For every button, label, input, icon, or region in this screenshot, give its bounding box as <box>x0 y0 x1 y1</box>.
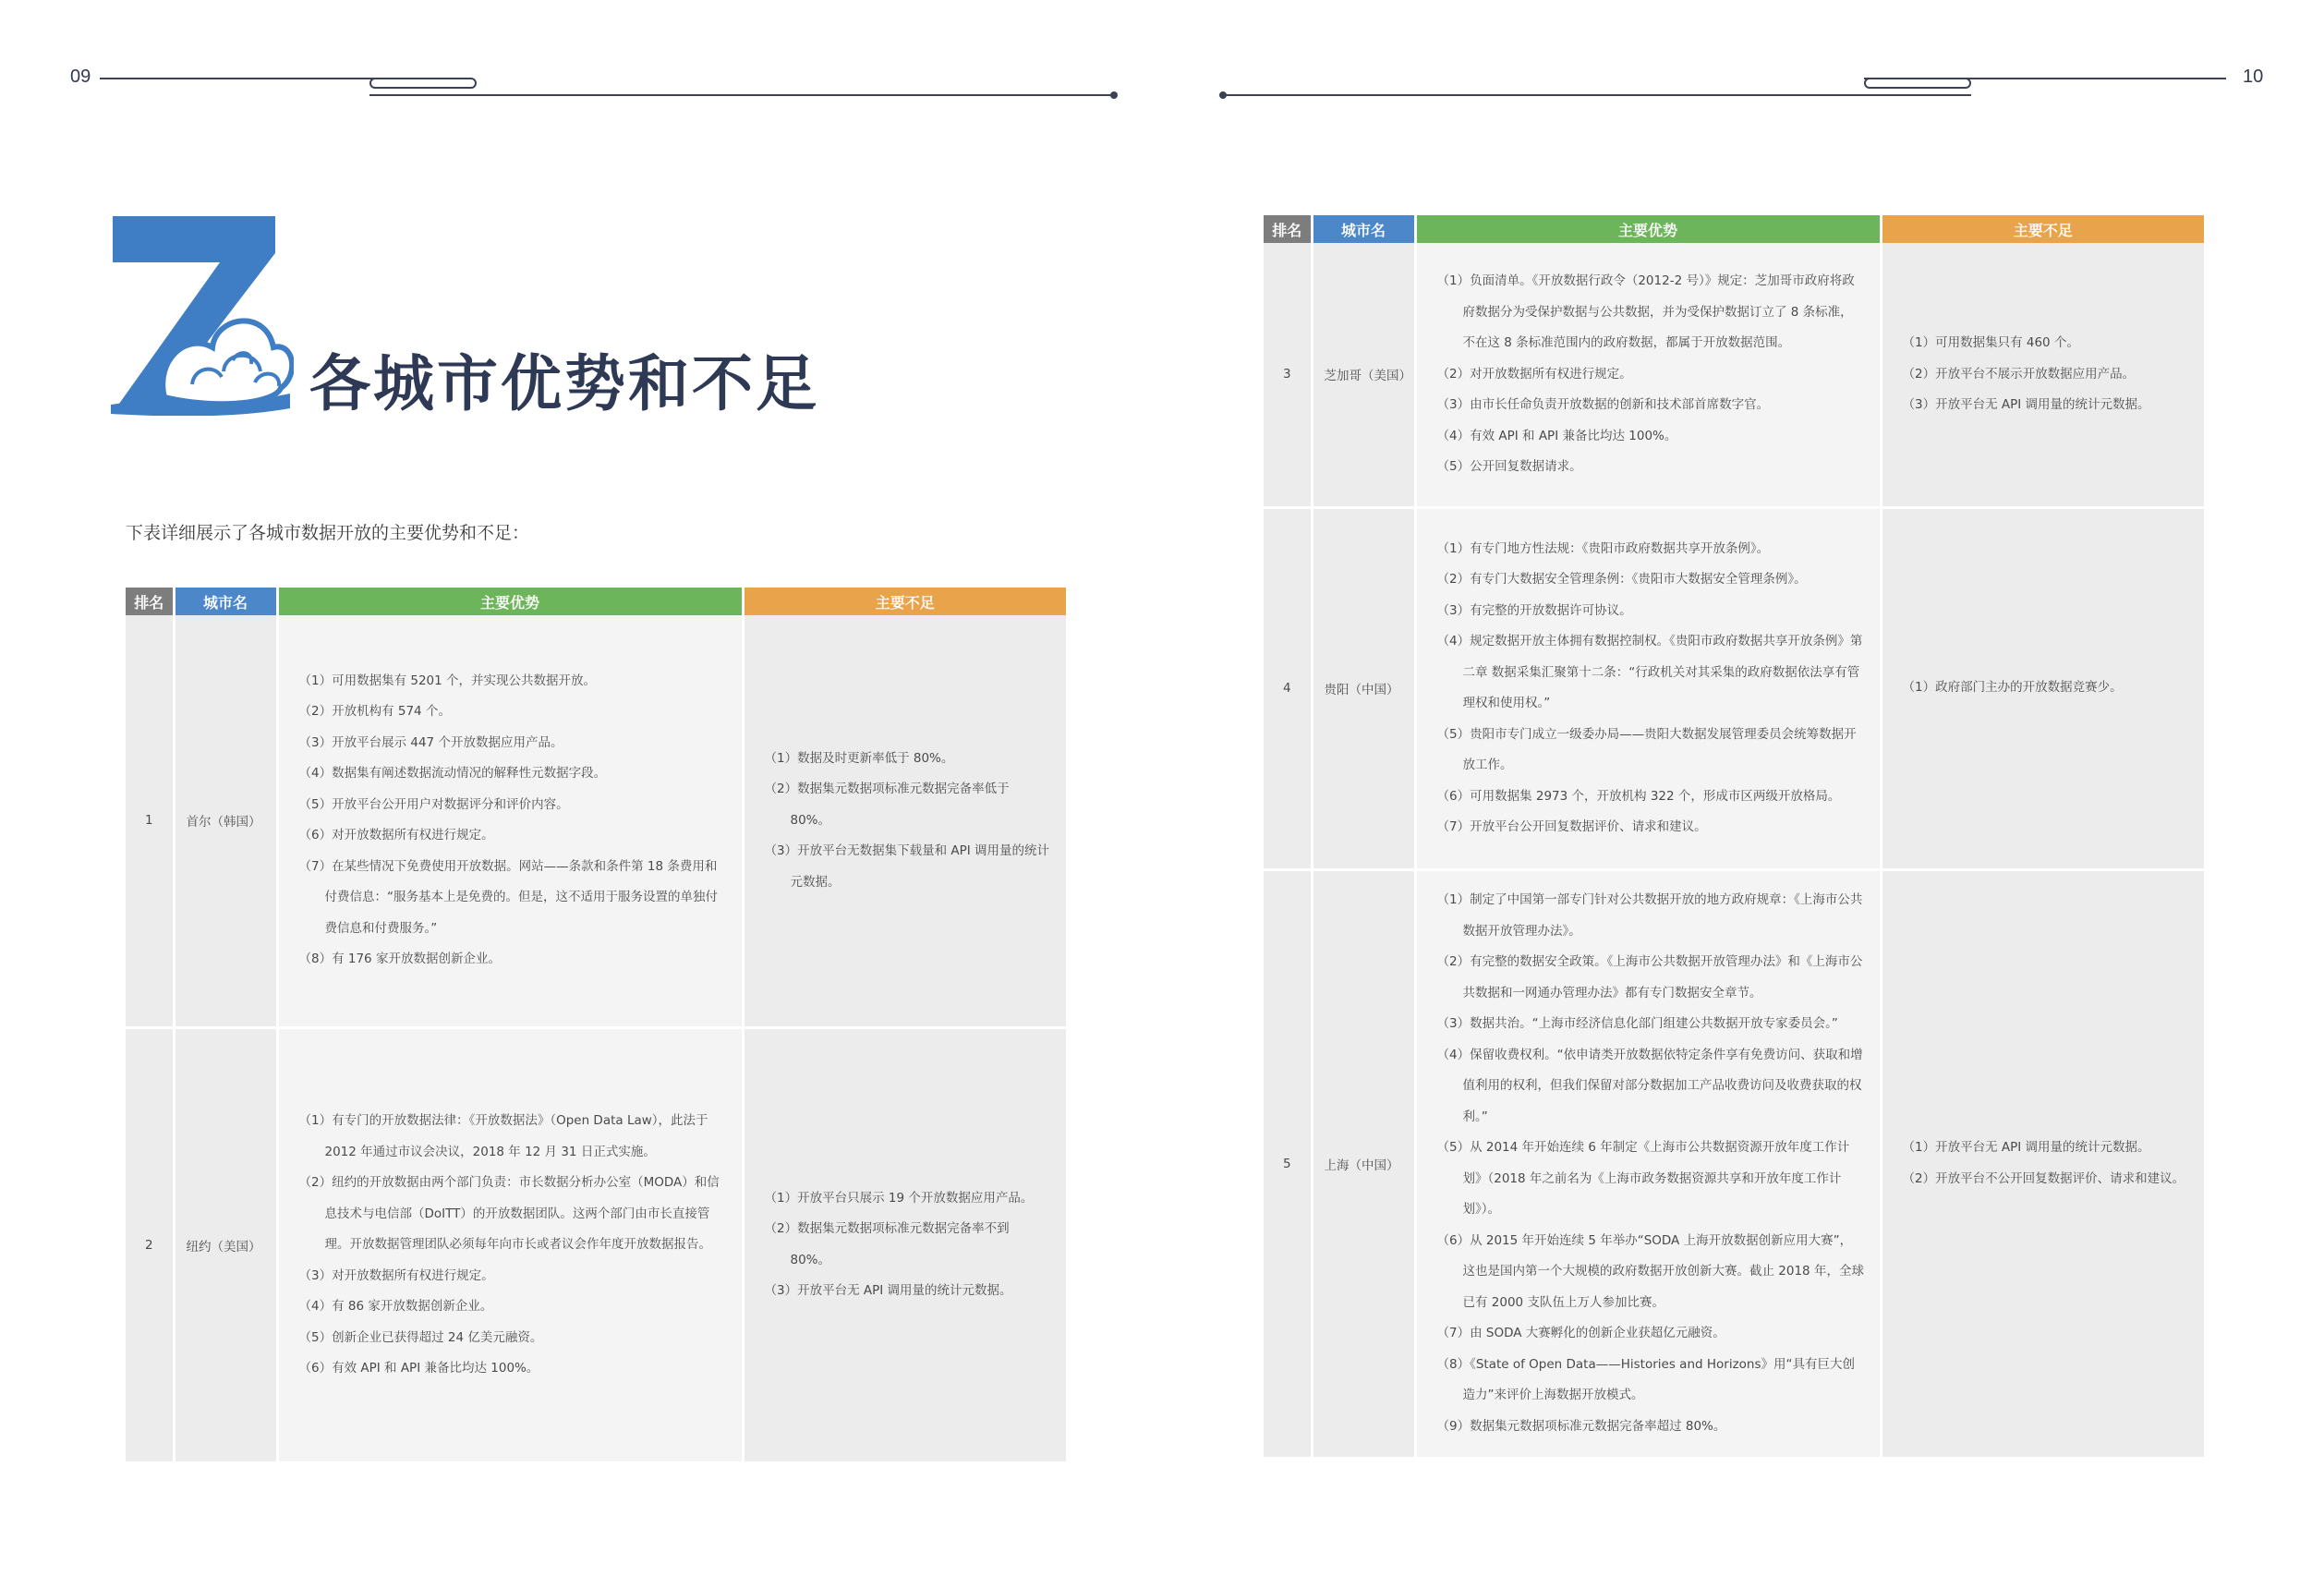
advantages-list <box>1417 534 1880 843</box>
header-dot-left <box>1110 91 1118 99</box>
disadvantages-cell <box>1881 507 2204 869</box>
disadvantages-list <box>1882 673 2205 704</box>
advantages-cell <box>277 615 743 1027</box>
header-pill-left <box>369 78 477 89</box>
list-item: （2）数据集元数据项标准元数据完备率不到 80%。 <box>764 1221 1010 1267</box>
list-item: （1）可用数据集只有 460 个。 <box>1902 335 2079 350</box>
list-item: （5）创新企业已获得超过 24 亿美元融资。 <box>298 1329 543 1345</box>
header-disadvantages: 主要不足 <box>743 588 1066 615</box>
table-row <box>126 1027 1066 1461</box>
disadvantages-cell <box>1881 869 2204 1457</box>
list-item: （7）在某些情况下免费使用开放数据。网站——条款和条件第 18 条费用和付费信息：“服务基本上是免费的。但是，这不适用于服务设置的单独付费信息和付费服务。” <box>298 858 718 936</box>
list-item: （1）可用数据集有 5201 个，并实现公共数据开放。 <box>298 673 597 688</box>
list-item: （4）数据集有阐述数据流动情况的解释性元数据字段。 <box>298 766 607 782</box>
table-row <box>1264 243 2204 507</box>
rank-cell: 1 <box>126 615 174 1027</box>
header-rule-right-top <box>1864 78 2226 79</box>
list-item: （3）开放平台无 API 调用量的统计元数据。 <box>1902 397 2150 412</box>
list-item: （8）《State of Open Data——Histories and Horizons》用“具有巨大创造力”来评价上海数据开放模式。 <box>1436 1356 1856 1403</box>
advantages-list <box>1417 885 1880 1442</box>
list-item: （2）开放平台不公开回复数据评价、请求和建议。 <box>1902 1170 2185 1186</box>
list-item: （5）贵阳市专门成立一级委办局——贵阳大数据发展管理委员会统筹数据开放工作。 <box>1436 726 1857 772</box>
disadvantages-list <box>1882 1133 2205 1194</box>
disadvantages-cell <box>743 615 1066 1027</box>
rank-cell: 5 <box>1264 869 1312 1457</box>
table-row <box>1264 507 2204 869</box>
rank-cell: 4 <box>1264 507 1312 869</box>
list-item: （8）有 176 家开放数据创新企业。 <box>298 952 501 967</box>
table-row <box>1264 869 2204 1457</box>
disadvantages-cell <box>743 1027 1066 1461</box>
list-item: （4）规定数据开放主体拥有数据控制权。《贵阳市政府数据共享开放条例》第二章 数据采集汇聚第十二条：“行政机关对其采集的政府数据依法享有管理权和使用权。” <box>1436 634 1863 710</box>
header-rule-right-bottom <box>1223 94 1971 96</box>
list-item: （1）制定了中国第一部专门针对公共数据开放的地方政府规章：《上海市公共数据开放管理办法》。 <box>1436 892 1863 939</box>
header-city: 城市名 <box>174 588 277 615</box>
disadvantages-list <box>744 1183 1067 1307</box>
page-number-left: 09 <box>70 67 91 87</box>
header-rank: 排名 <box>126 588 174 615</box>
list-item: （2）对开放数据所有权进行规定。 <box>1436 366 1632 382</box>
list-item: （3）开放平台无数据集下载量和 API 调用量的统计元数据。 <box>764 843 1050 890</box>
city-cell: 纽约（美国） <box>174 1027 277 1461</box>
header-advantages: 主要优势 <box>1415 215 1881 243</box>
list-item: （2）有完整的数据安全政策。《上海市公共数据开放管理办法》和《上海市公共数据和一网通办管理办法》都有专门数据安全章节。 <box>1436 954 1863 1000</box>
list-item: （6）有效 API 和 API 兼备比均达 100%。 <box>298 1361 539 1376</box>
list-item: （5）公开回复数据请求。 <box>1436 459 1582 474</box>
list-item: （5）开放平台公开用户对数据评分和评价内容。 <box>298 796 569 812</box>
list-item: （3）数据共治。“上海市经济信息化部门组建公共数据开放专家委员会。” <box>1436 1016 1838 1032</box>
list-item: （4）保留收费权利。“依申请类开放数据依特定条件享有免费访问、获取和增值利用的权利，但我们保留对部分数据加工产品收费访问及收费获取的权利。” <box>1436 1047 1863 1124</box>
list-item: （9）数据集元数据项标准元数据完备率超过 80%。 <box>1436 1418 1726 1434</box>
list-item: （2）开放机构有 574 个。 <box>298 704 451 720</box>
header-advantages: 主要优势 <box>277 588 743 615</box>
table-row <box>126 615 1066 1027</box>
advantages-list <box>279 666 742 976</box>
chapter-title: 各城市优势和不足 <box>309 347 819 419</box>
disadvantages-cell <box>1881 243 2204 507</box>
list-item: （1）开放平台无 API 调用量的统计元数据。 <box>1902 1140 2150 1156</box>
list-item: （6）对开放数据所有权进行规定。 <box>298 828 494 843</box>
list-item: （4）有 86 家开放数据创新企业。 <box>298 1299 493 1314</box>
left-table <box>126 588 1066 1461</box>
rank-cell: 2 <box>126 1027 174 1461</box>
right-table <box>1264 215 2204 1457</box>
rank-cell: 3 <box>1264 243 1312 507</box>
list-item: （3）开放平台展示 447 个开放数据应用产品。 <box>298 734 563 750</box>
advantages-cell <box>1415 507 1881 869</box>
city-cell: 首尔（韩国） <box>174 615 277 1027</box>
chapter-number-icon <box>109 212 294 416</box>
list-item: （4）有效 API 和 API 兼备比均达 100%。 <box>1436 428 1677 443</box>
list-item: （1）开放平台只展示 19 个开放数据应用产品。 <box>764 1190 1034 1206</box>
list-item: （6）从 2015 年开始连续 5 年举办“SODA 上海开放数据创新应用大赛”，这也是国内第一个大规模的政府数据开放创新大赛。截止 2018 年，全球已有 2000 支队伍上万人参加比赛。 <box>1436 1232 1864 1310</box>
list-item: （1）负面清单。《开放数据行政令（2012-2 号）》规定：芝加哥市政府将政府数据分为受保护数据与公共数据，并为受保护数据订立了 8 条标准，不在这 8 条标准范围内的政府数据，都属于开放数据范围。 <box>1436 273 1855 350</box>
city-cell: 上海（中国） <box>1312 869 1415 1457</box>
list-item: （1）政府部门主办的开放数据竞赛少。 <box>1902 680 2123 696</box>
list-item: （1）有专门的开放数据法律：《开放数据法》（Open Data Law），此法于 2012 年通过市议会决议，2018 年 12 月 31 日正式实施。 <box>298 1113 708 1159</box>
list-item: （7）开放平台公开回复数据评价、请求和建议。 <box>1436 819 1707 834</box>
advantages-cell <box>277 1027 743 1461</box>
advantages-list <box>1417 266 1880 483</box>
list-item: （2）数据集元数据项标准元数据完备率低于 80%。 <box>764 782 1010 828</box>
intro-text: 下表详细展示了各城市数据开放的主要优势和不足： <box>126 523 530 543</box>
list-item: （1）数据及时更新率低于 80%。 <box>764 750 954 766</box>
page-number-right: 10 <box>2243 67 2264 87</box>
header-rank: 排名 <box>1264 215 1312 243</box>
list-item: （7）由 SODA 大赛孵化的创新企业获超亿元融资。 <box>1436 1326 1725 1341</box>
list-item: （5）从 2014 年开始连续 6 年制定《上海市公共数据资源开放年度工作计划》（2018 年之前名为《上海市政务数据资源共享和开放年度工作计划》）。 <box>1436 1140 1850 1218</box>
advantages-list <box>279 1106 742 1385</box>
list-item: （2）有专门大数据安全管理条例：《贵阳市大数据安全管理条例》。 <box>1436 572 1807 587</box>
list-item: （6）可用数据集 2973 个，开放机构 322 个，形成市区两级开放格局。 <box>1436 788 1841 804</box>
list-item: （2）纽约的开放数据由两个部门负责：市长数据分析办公室（MODA）和信息技术与电信部（DoITT）的开放数据团队。这两个部门由市长直接管理。开放数据管理团队必须每年向市长或者议会作年度开放数据报告。 <box>298 1175 720 1252</box>
header-city: 城市名 <box>1312 215 1415 243</box>
header-disadvantages: 主要不足 <box>1881 215 2204 243</box>
list-item: （3）由市长任命负责开放数据的创新和技术部首席数字官。 <box>1436 397 1770 412</box>
disadvantages-list <box>1882 328 2205 421</box>
disadvantages-list <box>744 744 1067 899</box>
list-item: （1）有专门地方性法规：《贵阳市政府数据共享开放条例》。 <box>1436 540 1770 556</box>
list-item: （3）对开放数据所有权进行规定。 <box>298 1267 494 1283</box>
list-item: （2）开放平台不展示开放数据应用产品。 <box>1902 366 2136 382</box>
city-cell: 芝加哥（美国） <box>1312 243 1415 507</box>
advantages-cell <box>1415 243 1881 507</box>
list-item: （3）有完整的开放数据许可协议。 <box>1436 602 1632 618</box>
header-rule-left-bottom <box>369 94 1114 96</box>
advantages-cell <box>1415 869 1881 1457</box>
list-item: （3）开放平台无 API 调用量的统计元数据。 <box>764 1283 1012 1299</box>
city-cell: 贵阳（中国） <box>1312 507 1415 869</box>
